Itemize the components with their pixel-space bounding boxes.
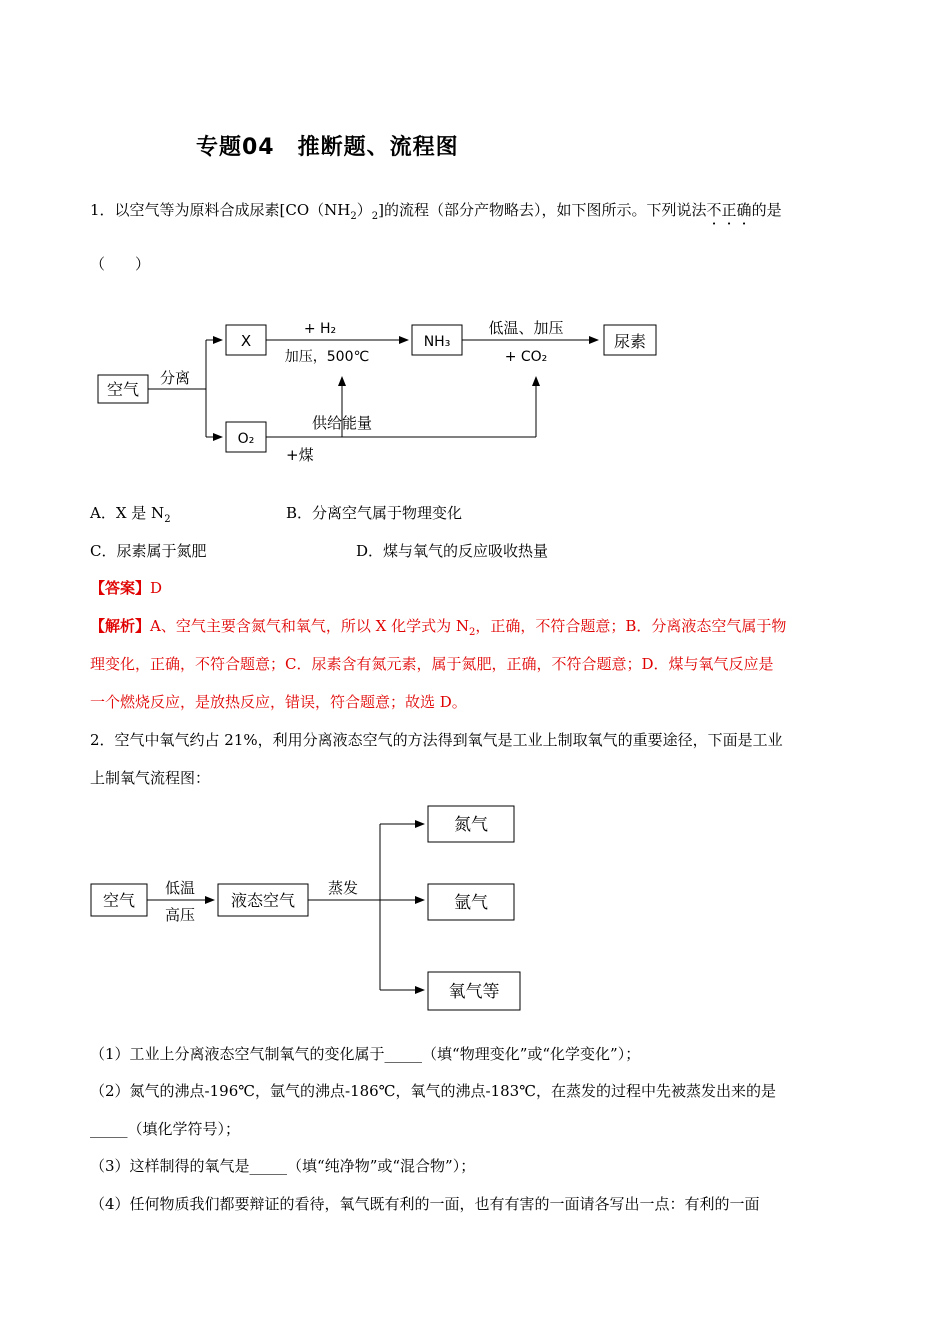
label-air-2: 空气 — [102, 891, 136, 910]
q1-flow-diagram — [90, 305, 690, 475]
page-title: 专题04 推断题、流程图 — [196, 135, 459, 160]
label-separate: 分离 — [159, 369, 191, 387]
label-o2: O₂ — [237, 431, 255, 447]
label-plus-h2: + H₂ — [303, 321, 337, 337]
label-oxygen: 氧气等 — [448, 982, 500, 1002]
label-energy: 供给能量 — [311, 414, 373, 432]
q2-flow-diagram — [88, 800, 538, 1020]
analysis-line-1: 【解析】A、空气主要含氮气和氧气，所以 X 化学式为 $N_2$，正确，不符合题意；B．分离液态空气属于物 — [90, 617, 787, 638]
label-nh3: NH₃ — [423, 334, 451, 350]
label-plus-co2: + CO₂ — [504, 349, 548, 365]
q1-answer-paren: （ ） — [90, 255, 151, 273]
option-a: A．X 是 $N_2$ — [90, 504, 171, 525]
option-c: C．尿素属于氮肥 — [90, 542, 207, 560]
label-low-temp-pressure: 低温、加压 — [488, 319, 564, 337]
label-liquid-air: 液态空气 — [230, 891, 296, 910]
q2-sub-2-line-2: _____（填化学符号）； — [90, 1120, 241, 1138]
q2-sub-1: （1）工业上分离液态空气制氧气的变化属于_____（填“物理变化”或“化学变化”）； — [90, 1045, 641, 1063]
label-air: 空气 — [106, 380, 140, 399]
q2-stem-line-2: 上制氧气流程图： — [90, 769, 211, 787]
label-argon: 氩气 — [454, 893, 488, 913]
label-plus-coal: +煤 — [286, 446, 314, 464]
q2-sub-2-line-1: （2）氮气的沸点-196℃，氩气的沸点-186℃，氧气的沸点-183℃，在蒸发的过程中先被蒸发出来的是 — [90, 1082, 776, 1100]
label-pressure-500: 加压，500℃ — [284, 349, 370, 365]
option-b: B．分离空气属于物理变化 — [286, 504, 463, 522]
label-evaporate: 蒸发 — [327, 879, 359, 897]
analysis-line-2: 理变化，正确，不符合题意；C．尿素含有氮元素，属于氮肥，正确，不符合题意；D．煤与氧气反应是 — [90, 655, 774, 673]
q1-stem: 1．以空气等为原料合成尿素$[CO(NH_2)_2]$的流程（部分产物略去），如下图所示。下列说法不正确的是 — [90, 201, 782, 222]
label-x: X — [240, 332, 252, 350]
label-nitrogen: 氮气 — [454, 815, 488, 835]
option-d: D．煤与氧气的反应吸收热量 — [356, 542, 549, 560]
q2-sub-4: （4）任何物质我们都要辩证的看待，氧气既有利的一面，也有有害的一面请各写出一点：有利的一面 — [90, 1195, 760, 1213]
emphasis-dots: 不正确 — [706, 201, 752, 219]
q2-sub-3: （3）这样制得的氧气是_____（填“纯净物”或“混合物”）； — [90, 1157, 476, 1175]
label-low-temp: 低温 — [164, 879, 196, 897]
label-urea: 尿素 — [613, 332, 647, 351]
q2-stem-line-1: 2．空气中氧气约占 21%，利用分离液态空气的方法得到氧气是工业上制取氧气的重要途径，下面是工业 — [90, 731, 783, 749]
analysis-line-3: 一个燃烧反应，是放热反应，错误，符合题意；故选 D。 — [90, 693, 467, 711]
answer-line: 【答案】D — [90, 579, 163, 597]
label-high-pressure: 高压 — [164, 906, 196, 924]
